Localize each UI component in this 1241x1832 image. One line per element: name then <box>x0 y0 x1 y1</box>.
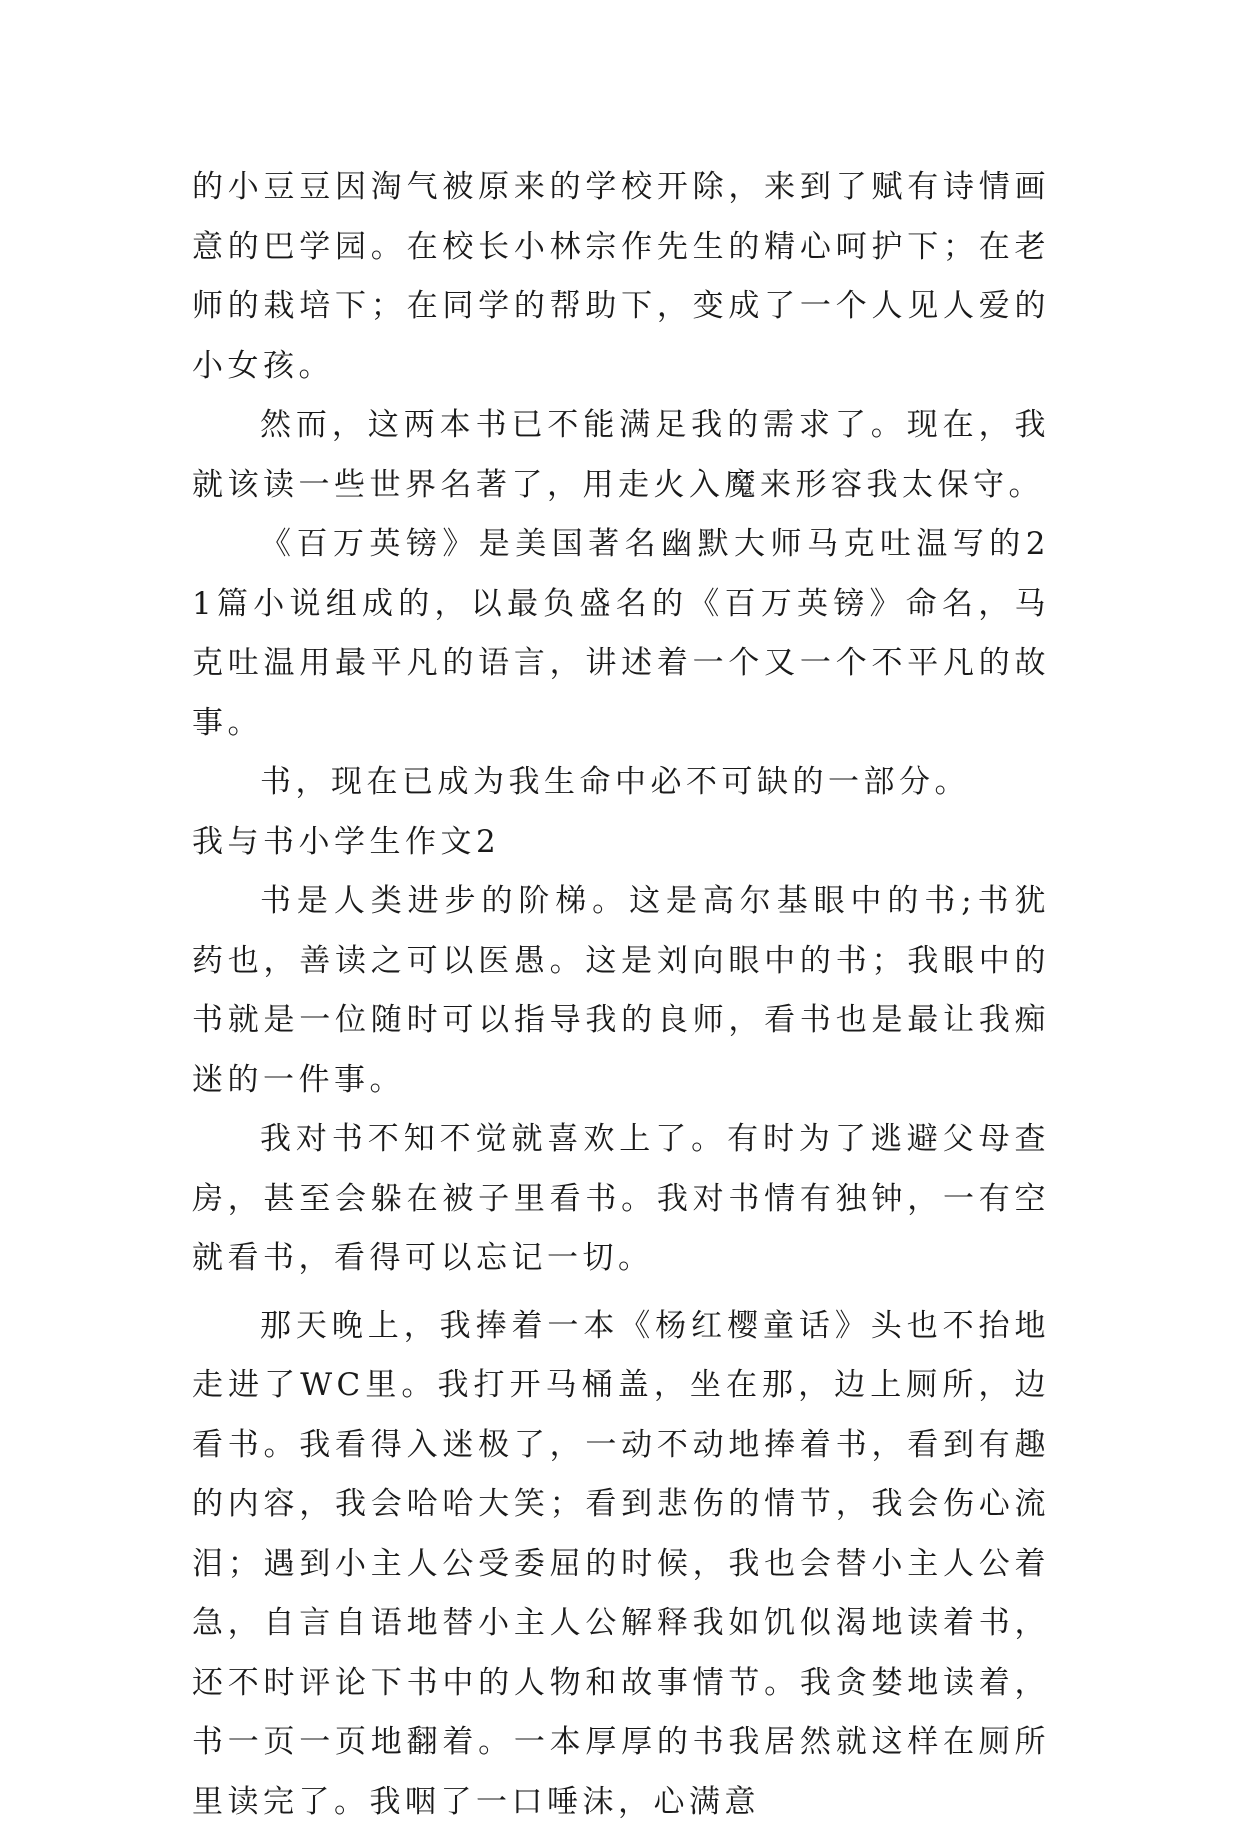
paragraph-1: 的小豆豆因淘气被原来的学校开除，来到了赋有诗情画意的巴学园。在校长小林宗作先生的精心呵护下；在老师的栽培下；在同学的帮助下，变成了一个人见人爱的小女孩。 <box>192 158 1050 396</box>
paragraph-7: 那天晚上，我捧着一本《杨红樱童话》头也不抬地走进了WC里。我打开马桶盖，坐在那，边上厕所，边看书。我看得入迷极了，一动不动地捧着书，看到有趣的内容，我会哈哈大笑；看到悲伤的情节，我会伤心流泪；遇到小主人公受委屈的时候，我也会替小主人公着急，自言自语地替小主人公解释我如饥似渴地读着书，还不时评论下书中的人物和故事情节。我贪婪地读着，书一页一页地翻着。一本厚厚的书我居然就这样在厕所里读完了。我咽了一口唾沫，心满意 <box>192 1297 1050 1832</box>
paragraph-2: 然而，这两本书已不能满足我的需求了。现在，我就该读一些世界名著了，用走火入魔来形容我太保守。 <box>192 396 1050 515</box>
section-heading: 我与书小学生作文2 <box>192 813 1050 873</box>
paragraph-4: 书，现在已成为我生命中必不可缺的一部分。 <box>192 753 1050 813</box>
document-body <box>192 158 1050 1832</box>
paragraph-3: 《百万英镑》是美国著名幽默大师马克吐温写的21篇小说组成的，以最负盛名的《百万英镑》命名，马克吐温用最平凡的语言，讲述着一个又一个不平凡的故事。 <box>192 515 1050 753</box>
paragraph-5: 书是人类进步的阶梯。这是高尔基眼中的书;书犹药也，善读之可以医愚。这是刘向眼中的书；我眼中的书就是一位随时可以指导我的良师，看书也是最让我痴迷的一件事。 <box>192 872 1050 1110</box>
paragraph-6: 我对书不知不觉就喜欢上了。有时为了逃避父母查房，甚至会躲在被子里看书。我对书情有独钟，一有空就看书，看得可以忘记一切。 <box>192 1110 1050 1289</box>
